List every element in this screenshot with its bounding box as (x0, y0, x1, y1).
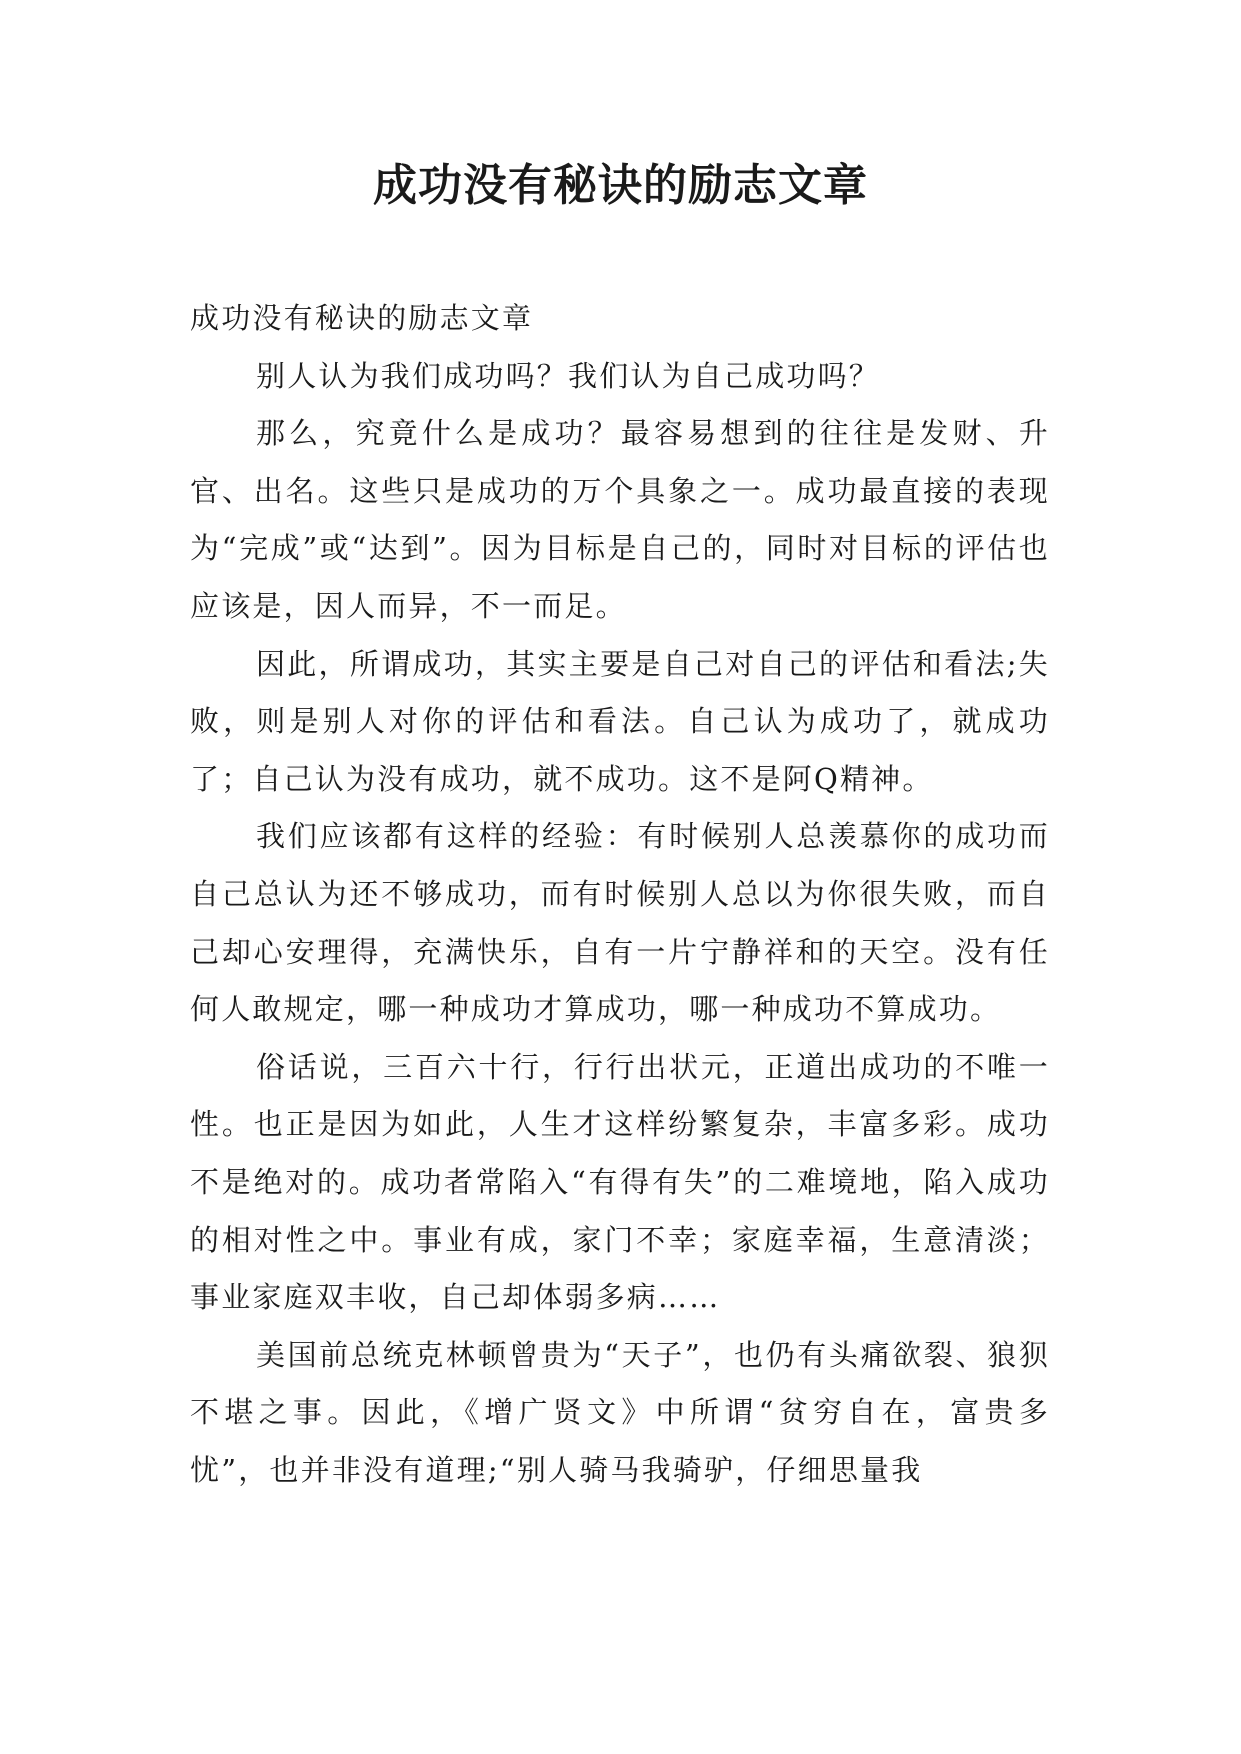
document-body (190, 290, 1050, 1499)
paragraph: 美国前总统克林顿曾贵为“天子”，也仍有头痛欲裂、狼狈不堪之事。因此，《增广贤文》中所谓“贫穷自在，富贵多忧”，也并非没有道理;“别人骑马我骑驴，仔细思量我 (190, 1337, 1050, 1487)
document-subtitle: 成功没有秘诀的励志文章 (190, 301, 534, 335)
paragraph: 别人认为我们成功吗？我们认为自己成功吗？ (256, 358, 881, 393)
paragraph: 那么，究竟什么是成功？最容易想到的往往是发财、升官、出名。这些只是成功的万个具象之一。成功最直接的表现为“完成”或“达到”。因为目标是自己的，同时对目标的评估也应该是，因人而异，不一而足。 (190, 416, 1050, 623)
paragraph: 因此，所谓成功，其实主要是自己对自己的评估和看法;失败，则是别人对你的评估和看法。自己认为成功了，就成功了；自己认为没有成功，就不成功。这不是阿Q精神。 (190, 646, 1050, 796)
paragraph: 我们应该都有这样的经验：有时候别人总羡慕你的成功而自己总认为还不够成功，而有时候别人总以为你很失败，而自己却心安理得，充满快乐，自有一片宁静祥和的天空。没有任何人敢规定，哪一种成功才算成功，哪一种成功不算成功。 (190, 819, 1050, 1027)
document-title: 成功没有秘诀的励志文章 (373, 160, 868, 211)
paragraph: 俗话说，三百六十行，行行出状元，正道出成功的不唯一性。也正是因为如此，人生才这样纷繁复杂，丰富多彩。成功不是绝对的。成功者常陷入“有得有失”的二难境地，陷入成功的相对性之中。事业有成，家门不幸；家庭幸福，生意清淡；事业家庭双丰收，自己却体弱多病…… (190, 1049, 1050, 1315)
